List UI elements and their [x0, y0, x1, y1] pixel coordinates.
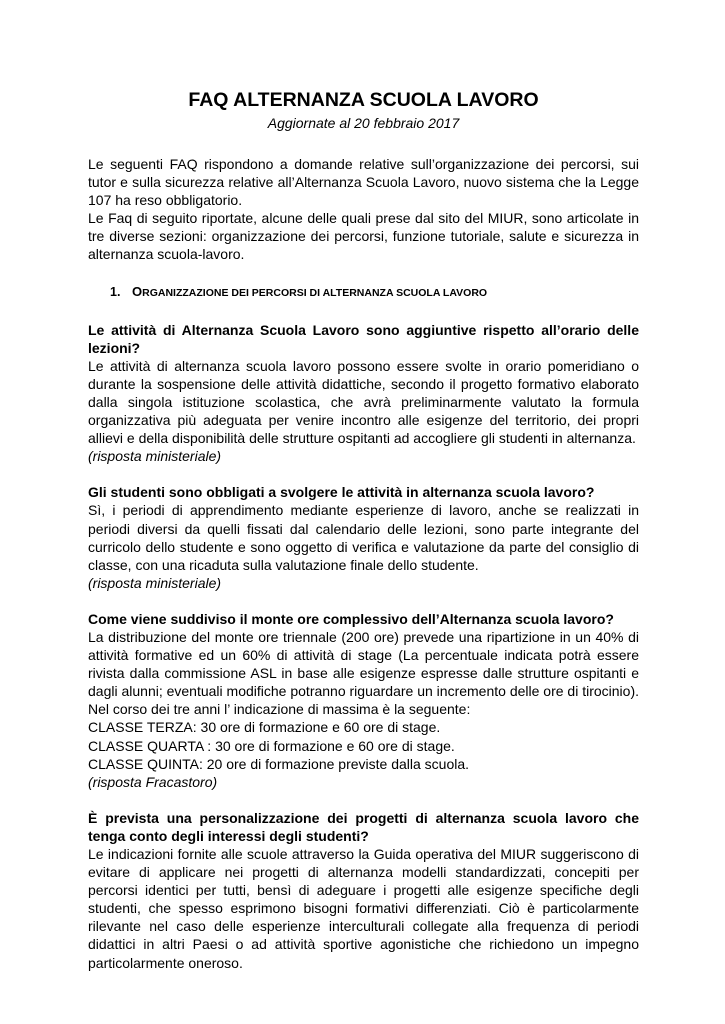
faq-question: È prevista una personalizzazione dei progetti di alternanza scuola lavoro che tenga conto degli interessi degli studenti?	[88, 809, 639, 844]
faq-item	[88, 483, 639, 592]
section-title-rest: RGANIZZAZIONE DEI PERCORSI DI ALTERNANZA SCUOLA LAVORO	[142, 286, 488, 299]
intro-paragraph: Le Faq di seguito riportate, alcune delle quali prese dal sito del MIUR, sono articolate in tre diverse sezioni: organizzazione dei percorsi, funzione tutoriale, salute e sicurezza in alternanza scuola-lavoro.	[88, 210, 639, 263]
faq-answer: Sì, i periodi di apprendimento mediante esperienze di lavoro, anche se realizzati in periodi diversi da quelli fissati dal calendario delle lezioni, sono parte integrante del curricolo dello studente e sono oggetto di verifica e valutazione da parte del consiglio di classe, con una ricaduta sulla valutazione finale dello studente.	[88, 502, 639, 573]
document-subtitle: Aggiornate al 20 febbraio 2017	[267, 115, 460, 131]
faq-answer-line: CLASSE QUINTA: 20 ore di formazione previste dalla scuola.	[88, 755, 470, 772]
section-heading	[110, 283, 639, 302]
faq-question: Gli studenti sono obbligati a svolgere le attività in alternanza scuola lavoro?	[88, 484, 595, 501]
faq-question: Le attività di Alternanza Scuola Lavoro sono aggiuntive rispetto all’orario delle lezioni?	[88, 321, 639, 356]
faq-source: (risposta ministeriale)	[88, 574, 222, 591]
intro	[88, 155, 639, 264]
document-title: FAQ ALTERNANZA SCUOLA LAVORO	[188, 89, 539, 111]
faq-answer: La distribuzione del monte ore triennale (200 ore) prevede una ripartizione in un 40% di attività formative ed un 60% di attività di stage (La percentuale indicata potrà essere rivista dalla commissione ASL in base alle esigenze espresse dalle strutture ospitanti e dagli alunni; eventuali modifiche potranno riguardare un incremento delle ore di tirocinio).	[88, 628, 639, 700]
faq-item	[88, 321, 639, 466]
faq-answer: Le attività di alternanza scuola lavoro possono essere svolte in orario pomeridiano o durante la sospensione delle attività didattiche, secondo il progetto formativo elaborato dalla singola istituzione scolastica, che avrà preliminarmente valutato la formula organizzativa più adeguata per venire incontro alle esigenze del territorio, dei propri allievi e della disponibilità delle strutture ospitanti ad accogliere gli studenti in alternanza.	[88, 357, 639, 447]
faq-source: (risposta Fracastoro)	[88, 773, 218, 790]
faq-question: Come viene suddiviso il monte ore complessivo dell’Alternanza scuola lavoro?	[88, 610, 614, 627]
faq-answer-line: CLASSE TERZA: 30 ore di formazione e 60 ore di stage.	[88, 719, 441, 736]
faq-answer: Le indicazioni fornite alle scuole attraverso la Guida operativa del MIUR suggeriscono di evitare di applicare nei progetti di alternanza modelli standardizzati, concepiti per percorsi identici per tutti, bensì di adeguare i progetti alle esigenze specifiche degli studenti, che spesso esprimono bisogni formativi differenziati. Ciò è particolarmente rilevante nel caso delle esperienze interculturali collegate alla frequenza di periodi didattici in altri Paesi o ad attività sportive agonistiche che richiedono un impegno particolarmente oneroso.	[88, 846, 639, 971]
faq-answer-line: Nel corso dei tre anni l’ indicazione di massima è la seguente:	[88, 701, 471, 718]
section-title-initial: O	[132, 283, 143, 299]
section-number: 1.	[110, 284, 121, 299]
faq-answer-line: CLASSE QUARTA : 30 ore di formazione e 60 ore di stage.	[88, 737, 455, 754]
intro-paragraph: Le seguenti FAQ rispondono a domande relative sull’organizzazione dei percorsi, sui tutor e sulla sicurezza relative all’Alternanza Scuola Lavoro, nuovo sistema che la Legge 107 ha reso obbligatorio.	[88, 156, 639, 209]
faq-item	[88, 610, 639, 791]
faq-source: (risposta ministeriale)	[88, 448, 222, 465]
faq-item	[88, 809, 639, 972]
